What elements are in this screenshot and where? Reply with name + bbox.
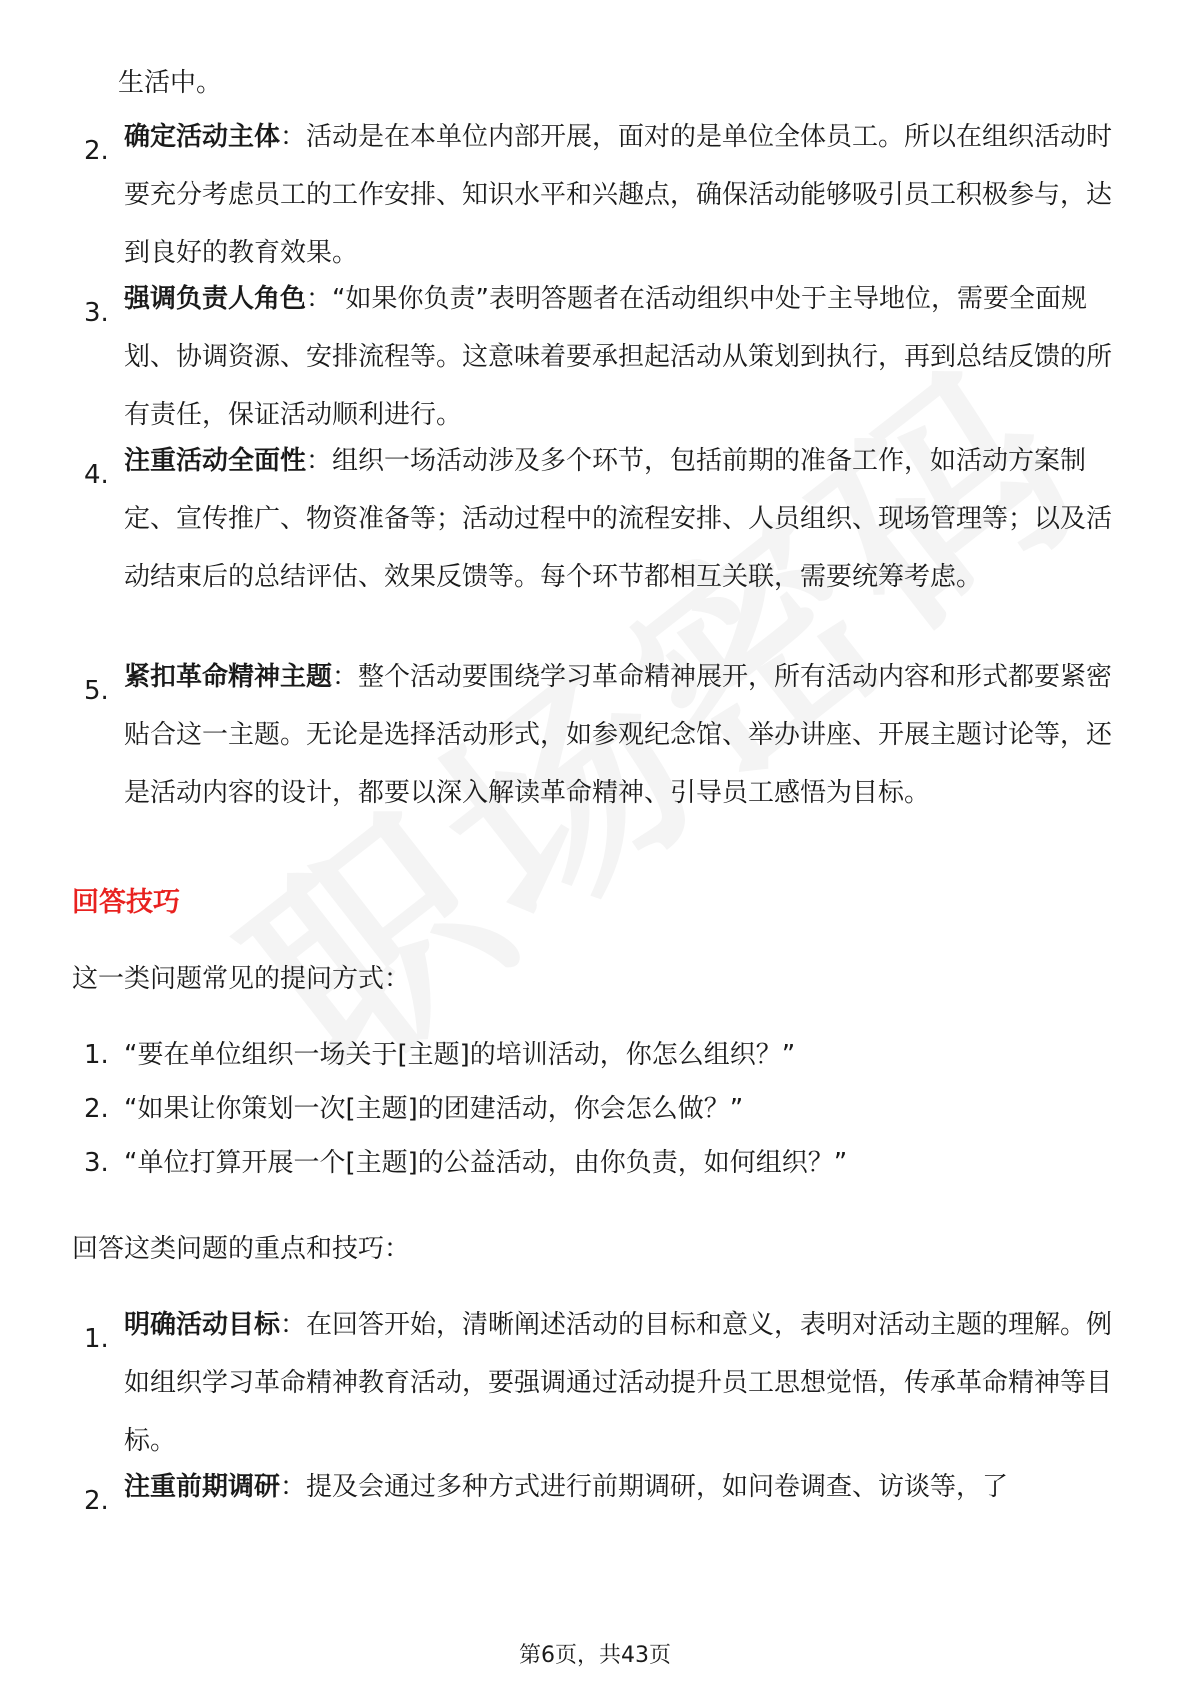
item-sep: ：	[280, 122, 307, 152]
list-number: 3.	[84, 298, 109, 328]
list-number: 2.	[84, 1094, 109, 1124]
list-number: 3.	[84, 1148, 109, 1178]
list-number: 1.	[84, 1040, 109, 1070]
list-number: 1.	[84, 1324, 109, 1354]
item-sep: ：	[280, 1472, 307, 1502]
item-sep: ：	[280, 1310, 307, 1340]
item-title: 紧扣革命精神主题	[124, 662, 333, 692]
item-sep: ：	[332, 662, 359, 692]
list-number: 5.	[84, 676, 109, 706]
item-body: 整个活动要围绕学习革命精神展开，所有活动内容和形式都要紧密贴合这一主题。无论是选择活动形式，如参观纪念馆、举办讲座、开展主题讨论等，还是活动内容的设计，都要以深入解读革命精神、引导员工感悟为目标。	[124, 662, 1113, 808]
item-title: 注重前期调研	[124, 1472, 281, 1502]
list-item-text	[124, 1296, 1114, 1470]
item-title: 强调负责人角色	[124, 284, 307, 314]
item-body: 活动是在本单位内部开展，面对的是单位全体员工。所以在组织活动时要充分考虑员工的工作安排、知识水平和兴趣点，确保活动能够吸引员工积极参与，达到良好的教育效果。	[124, 122, 1113, 268]
question-item: “如果让你策划一次[主题]的团建活动，你会怎么做？”	[124, 1094, 744, 1124]
item-body: “如果你负责”表明答题者在活动组织中处于主导地位，需要全面规划、协调资源、安排流程等。这意味着要承担起活动从策划到执行，再到总结反馈的所有责任，保证活动顺利进行。	[124, 284, 1113, 430]
intro-tail: 生活中。	[118, 68, 223, 98]
tips-intro: 回答这类问题的重点和技巧：	[72, 1234, 411, 1264]
item-body: 组织一场活动涉及多个环节，包括前期的准备工作，如活动方案制定、宣传推广、物资准备等；活动过程中的流程安排、人员组织、现场管理等；以及活动结束后的总结评估、效果反馈等。每个环节都相互关联，需要统筹考虑。	[124, 446, 1113, 592]
question-intro: 这一类问题常见的提问方式：	[72, 964, 411, 994]
list-item-text	[124, 270, 1114, 444]
item-title: 注重活动全面性	[124, 446, 307, 476]
list-item-text	[124, 648, 1114, 822]
list-item-text	[124, 108, 1114, 282]
question-item: “单位打算开展一个[主题]的公益活动，由你负责，如何组织？”	[124, 1148, 848, 1178]
section-heading: 回答技巧	[72, 887, 180, 918]
item-title: 确定活动主体	[124, 122, 281, 152]
list-item-text	[124, 1458, 1114, 1516]
list-number: 2.	[84, 1486, 109, 1516]
item-body: 提及会通过多种方式进行前期调研，如问卷调查、访谈等，了	[306, 1472, 1009, 1502]
list-number: 2.	[84, 136, 109, 166]
item-title: 明确活动目标	[124, 1310, 281, 1340]
list-number: 4.	[84, 460, 109, 490]
page-footer: 第6页，共43页	[519, 1643, 671, 1668]
item-sep: ：	[306, 446, 333, 476]
item-sep: ：	[306, 284, 333, 314]
question-item: “要在单位组织一场关于[主题]的培训活动，你怎么组织？”	[124, 1040, 796, 1070]
list-item-text	[124, 432, 1114, 606]
item-body: 在回答开始，清晰阐述活动的目标和意义，表明对活动主题的理解。例如组织学习革命精神教育活动，要强调通过活动提升员工思想觉悟，传承革命精神等目标。	[124, 1310, 1113, 1456]
